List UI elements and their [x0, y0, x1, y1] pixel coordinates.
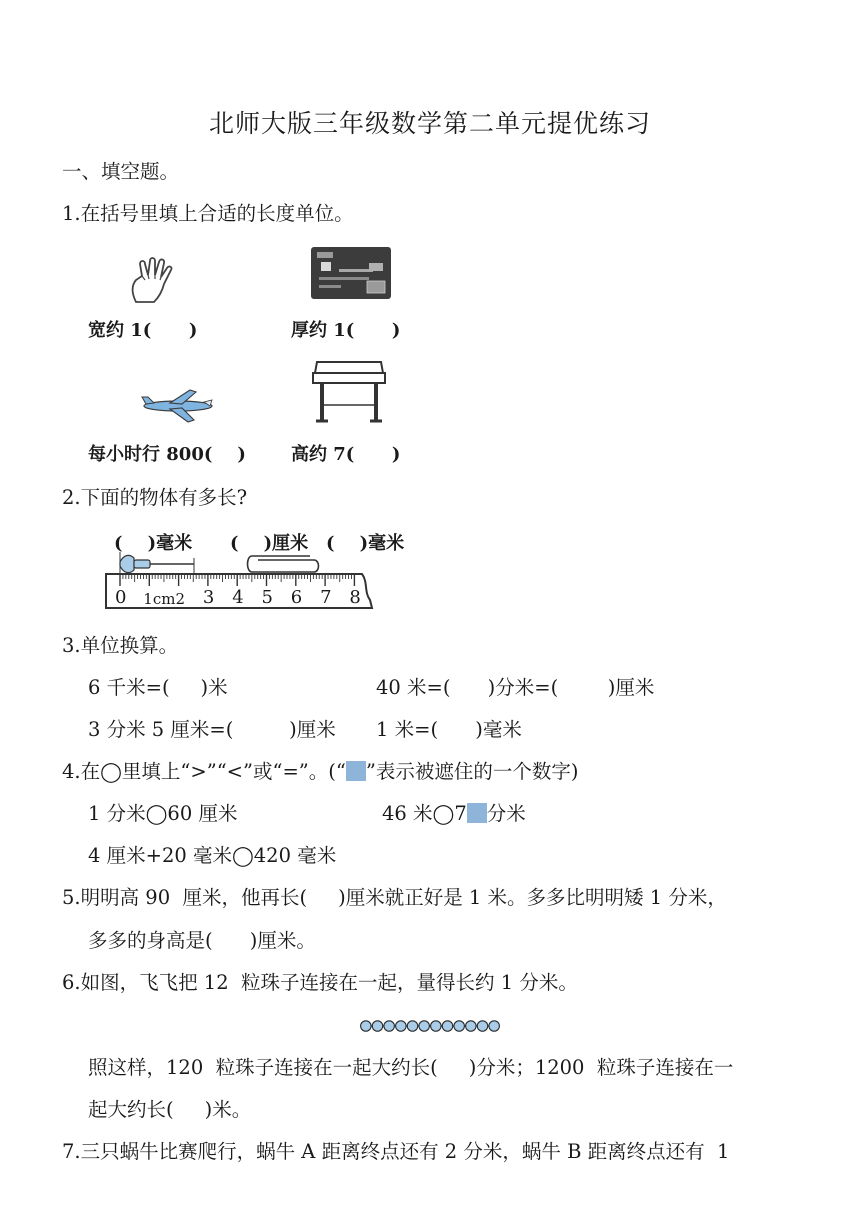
clip-length-cm-label: ( )厘米 — [230, 533, 309, 554]
ruler-tick-label: 5 — [261, 587, 273, 608]
bead-string-illustration — [360, 1019, 502, 1033]
q4-b-pre: 46 米◯7 — [382, 802, 467, 825]
q4-item-a: 1 分米◯60 厘米 — [88, 802, 238, 825]
question-4-stem — [62, 756, 578, 784]
bead — [372, 1021, 382, 1031]
question-2-stem: 2.下面的物体有多长? — [62, 486, 248, 509]
question-5-line-2: 多多的身高是( )厘米。 — [88, 929, 316, 952]
bead — [431, 1021, 441, 1031]
bead — [454, 1021, 464, 1031]
q3-item-a: 6 千米=( )米 — [88, 676, 228, 699]
desk-height-blank: 高约 7( ) — [291, 444, 401, 465]
question-1-stem: 1.在括号里填上合适的长度单位。 — [62, 202, 354, 225]
question-7-line-1: 7.三只蜗牛比赛爬行，蜗牛 A 距离终点还有 2 分米，蜗牛 B 距离终点还有 1 — [62, 1140, 730, 1163]
bead — [489, 1021, 499, 1031]
ruler-tick-label: 0 — [115, 587, 127, 608]
pin-length-label: ( )毫米 — [114, 533, 193, 554]
q4-stem-post: ”表示被遮住的一个数字) — [365, 760, 579, 783]
bead — [361, 1021, 371, 1031]
question-5-line-1: 5.明明高 90 厘米，他再长( )厘米就正好是 1 米。多多比明明矮 1 分米， — [62, 886, 727, 909]
hand-illustration — [126, 258, 186, 304]
cover-square-icon — [467, 803, 487, 823]
paper-clip-object — [248, 556, 319, 572]
question-6-line-1: 6.如图，飞飞把 12 粒珠子连接在一起，量得长约 1 分米。 — [62, 971, 578, 994]
desk-illustration — [313, 361, 385, 425]
question-6-line-2: 照这样，120 粒珠子连接在一起大约长( )分米；1200 粒珠子连接在一 — [88, 1056, 734, 1079]
q4-item-c: 4 厘米+20 毫米◯420 毫米 — [88, 844, 337, 867]
q4-b-post: 分米 — [486, 802, 526, 825]
q4-stem-pre: 4.在◯里填上“>”“<”或“=”。(“ — [62, 760, 346, 783]
cover-square-icon — [346, 761, 366, 781]
bead — [477, 1021, 487, 1031]
bead — [442, 1021, 452, 1031]
bead — [384, 1021, 394, 1031]
bead — [396, 1021, 406, 1031]
ruler-tick-label: 6 — [290, 587, 303, 608]
page-title: 北师大版三年级数学第二单元提优练习 — [209, 109, 652, 138]
ruler-tick-label: 4 — [232, 587, 244, 608]
plane-speed-blank: 每小时行 800( ) — [88, 444, 246, 465]
bead — [407, 1021, 417, 1031]
ruler-tick-label: 7 — [320, 587, 332, 608]
ruler-tick-label: 8 — [349, 587, 361, 608]
question-6-line-3: 起大约长( )米。 — [88, 1098, 252, 1121]
pin-object — [120, 552, 194, 574]
bead — [466, 1021, 476, 1031]
hand-width-blank: 宽约 1( ) — [88, 320, 198, 341]
card-thickness-blank: 厚约 1( ) — [291, 320, 401, 341]
clip-length-mm-label: ( )毫米 — [326, 533, 405, 554]
q3-item-b: 40 米=( )分米=( )厘米 — [376, 676, 655, 699]
q4-item-b — [382, 798, 526, 826]
ruler-tick-label: 1cm2 — [143, 590, 186, 608]
bank-card-illustration — [311, 247, 391, 299]
bead — [419, 1021, 429, 1031]
q3-item-c: 3 分米 5 厘米=( )厘米 — [88, 718, 336, 741]
airplane-illustration — [140, 389, 216, 425]
ruler-tick-label: 3 — [202, 587, 215, 608]
section-heading: 一、填空题。 — [62, 160, 180, 183]
question-3-stem: 3.单位换算。 — [62, 634, 179, 657]
q3-item-d: 1 米=( )毫米 — [376, 718, 522, 741]
